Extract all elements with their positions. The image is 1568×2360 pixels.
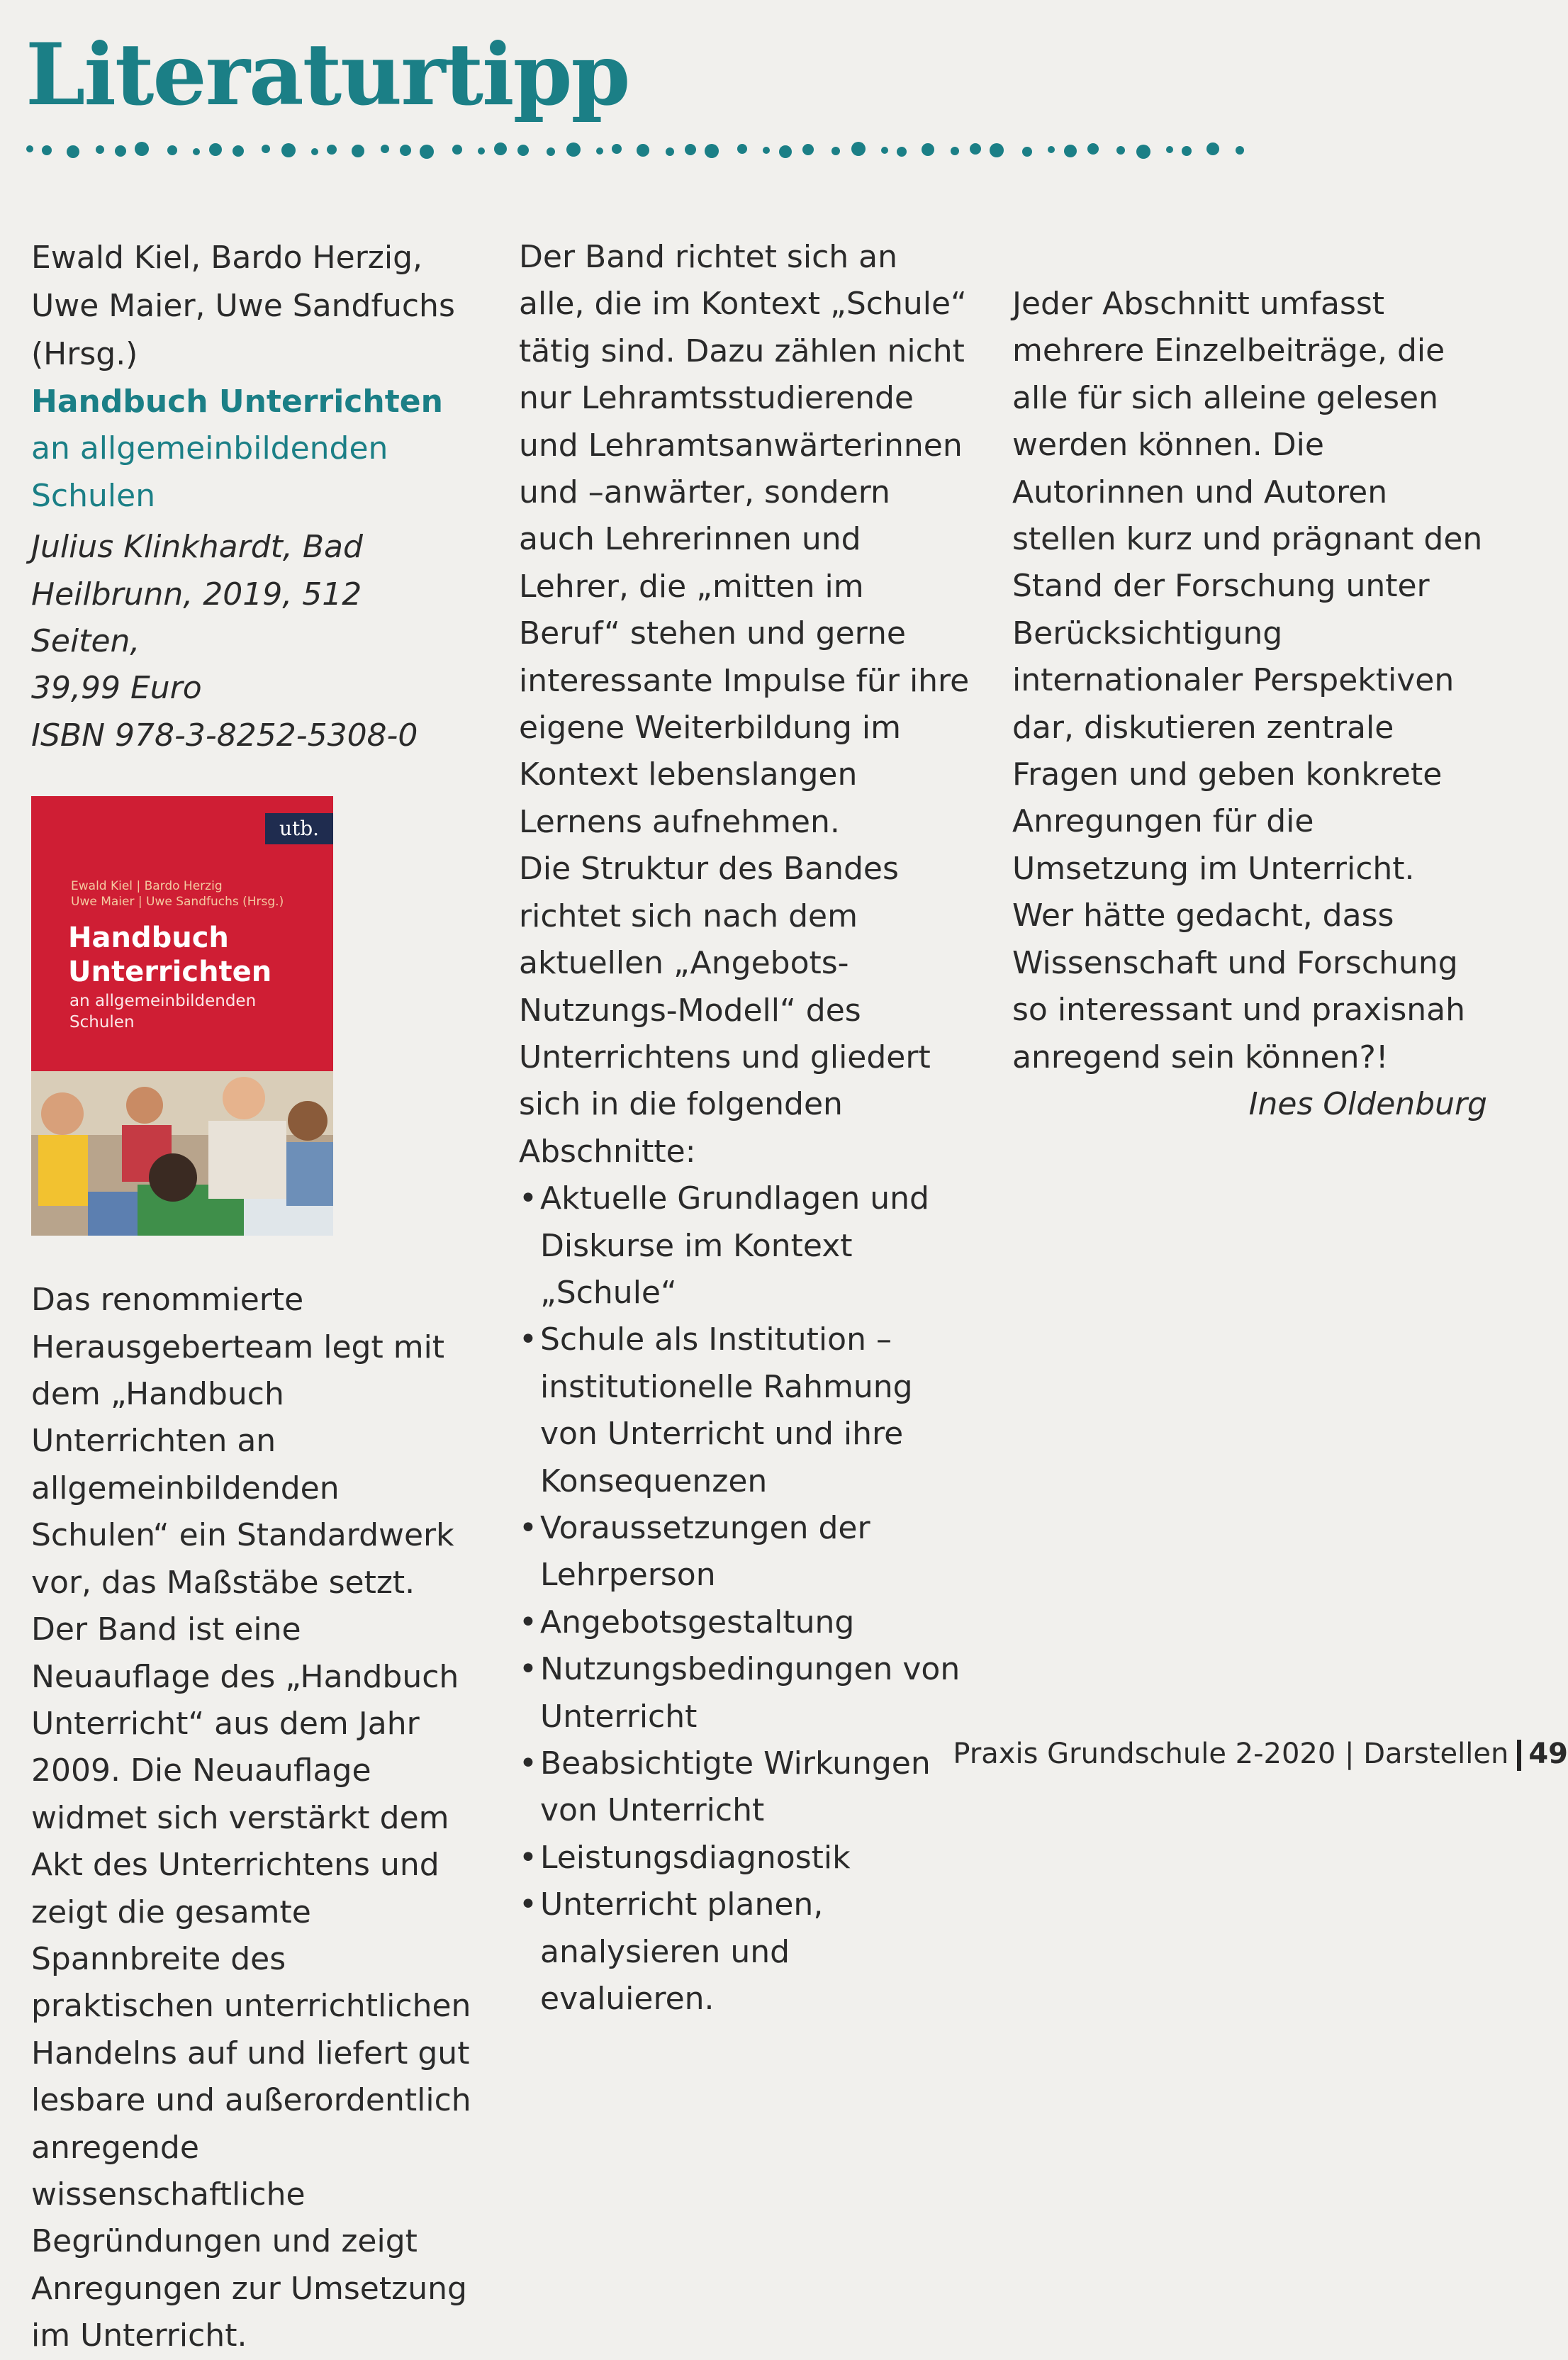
review-paragraph-6: Wer hätte gedacht, dass Wissenschaft und Forschung so interessant und praxisnah anregend sein können?! [1012,897,1465,1075]
magazine-name: Praxis Grundschule 2-2020 [953,1738,1336,1770]
cover-subtitle-line: an allgemeinbildenden [69,992,257,1011]
isbn: ISBN 978-3-8252-5308-0 [31,717,418,754]
list-item: • Schule als Institution – institutionelle Rahmung von Unterricht und ihre Konsequenzen [519,1316,973,1505]
review-paragraph-1: Das renommierte Herausgeberteam legt mit dem „Handbuch Unterrichten an allgemeinbildenden Schulen“ ein Standardwerk vor, das Maßstäbe setzt. [31,1282,454,1601]
column-2 [519,234,973,2023]
review-paragraph-2: Der Band ist eine Neuauflage des „Handbuch Unterricht“ aus dem Jahr 2009. Die Neuauflage widmet sich verstärkt dem Akt des Unterrichtens und zeigt die gesamte Spannbreite des praktischen unterrichtlichen Handelns auf und liefert gut lesbare und außerordentlich anregende wissenschaftliche Begründungen und zeigt Anregungen zur Umsetzung im Unterricht. [31,1611,471,2354]
dotted-divider [26,136,1259,164]
book-title: Handbuch Unterrichten [31,384,443,420]
spacer [1012,234,1487,281]
section-list [519,1175,973,2023]
page-title: Literaturtipp [26,25,629,125]
cover-title-line: Handbuch [68,922,229,955]
publisher-line: Julius Klinkhardt, Bad Heilbrunn, 2019, 512 Seiten, [31,529,363,660]
section-name: Darstellen [1363,1738,1509,1770]
cover-title [68,921,271,989]
cover-subtitle [69,990,256,1033]
cover-authors-line: Ewald Kiel | Bardo Herzig [71,879,223,894]
classroom-photo [31,1071,333,1236]
column-1 [31,234,478,2360]
page-footer [953,1735,1568,1772]
list-item: • Aktuelle Grundlagen und Diskurse im Kontext „Schule“ [519,1175,973,1316]
list-item: • Unterricht planen, analysieren und evaluieren. [519,1881,973,2023]
list-item: • Nutzungsbedingungen von Unterricht [519,1646,973,1740]
book-subtitle: an allgemeinbildenden Schulen [31,430,388,514]
book-cover-image [31,796,333,1236]
footer-separator: | [1345,1738,1355,1770]
book-authors: Ewald Kiel, Bardo Herzig, Uwe Maier, Uwe Sandfuchs (Hrsg.) [31,240,455,372]
cover-authors [71,878,284,910]
list-item: • Leistungsdiagnostik [519,1835,973,1881]
review-paragraph-4: Die Struktur des Bandes richtet sich nach dem aktuellen „Angebots-Nutzungs-Modell“ des Unterrichtens und gliedert sich in die folgenden Abschnitte: [519,851,931,1170]
price: 39,99 Euro [31,670,202,707]
column-3 [1012,234,1487,1128]
list-item: • Voraussetzungen der Lehrperson [519,1505,973,1599]
reviewer-name: Ines Oldenburg [1248,1085,1487,1122]
review-paragraph-3: Der Band richtet sich an alle, die im Kontext „Schule“ tätig sind. Dazu zählen nicht nur Lehramtsstudierende und Lehramtsanwärterinnen und –anwärter, sondern auch Lehrerinnen und Lehrer, die „mitten im Beruf“ stehen und gerne interessante Impulse für ihre eigene Weiterbildung im Kontext lebenslangen Lernens aufnehmen. [519,239,970,840]
publisher-logo: utb. [265,813,333,844]
publisher-info [31,524,478,759]
page-number: 49 [1528,1738,1568,1770]
cover-authors-line: Uwe Maier | Uwe Sandfuchs (Hrsg.) [71,895,284,910]
cover-subtitle-line: Schulen [69,1013,135,1032]
list-item: • Beabsichtigte Wirkungen von Unterricht [519,1740,973,1835]
review-paragraph-5: Jeder Abschnitt umfasst mehrere Einzelbeiträge, die alle für sich alleine gelesen werden können. Die Autorinnen und Autoren stellen kurz und prägnant den Stand der Forschung unter Berücksichtigung internationaler Perspektiven dar, diskutieren zentrale Fragen und geben konkrete Anregungen für die Umsetzung im Unterricht. [1012,286,1483,887]
cover-title-line: Unterrichten [68,956,272,989]
list-item: • Angebotsgestaltung [519,1599,973,1646]
footer-bar [1517,1740,1521,1771]
